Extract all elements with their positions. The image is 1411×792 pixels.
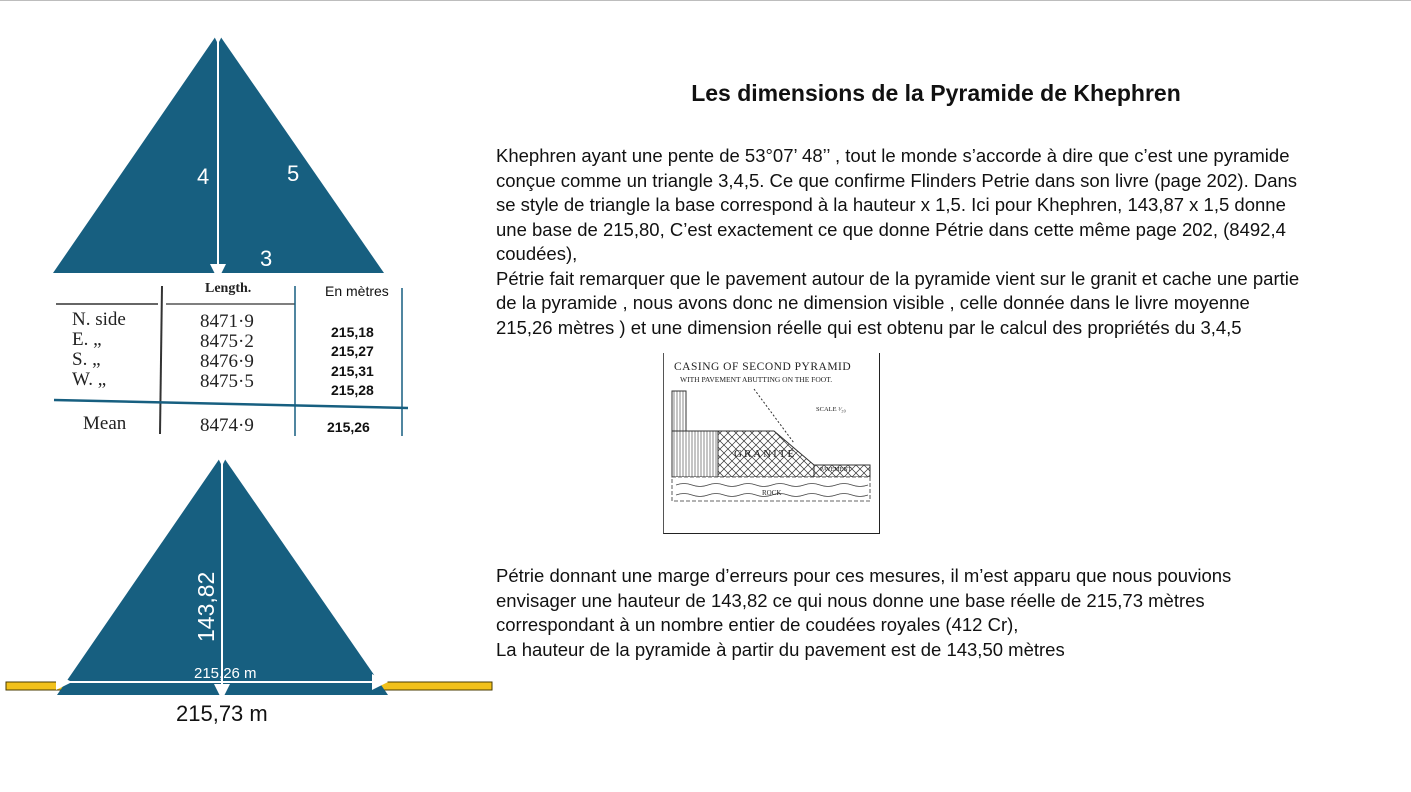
pavement-right [380, 682, 492, 690]
paragraph-line: une base de 215,80, C’est exactement ce que donne Pétrie dans cette même page 202, (8492,4 [496, 218, 1286, 240]
casing-scale: SCALE ¹⁄₂₀ [816, 406, 846, 413]
paragraph-line: envisager une hauteur de 143,82 ce qui nous donne une base réelle de 215,73 mètres [496, 589, 1205, 611]
row-metres-w: 215,28 [331, 382, 374, 398]
mean-label: Mean [83, 413, 127, 434]
paragraph-line: Khephren ayant une pente de 53°07’ 48’’ , tout le monde s’accorde à dire que c’est une pyramide [496, 145, 1290, 166]
row-side-w: W. „ [72, 369, 107, 390]
row-side-s: S. „ [72, 349, 101, 370]
paragraph-line: de la pyramide , nous avons donc ne dimension visible , celle donnée dans le livre moyenne [496, 292, 1250, 313]
length-header: Length. [205, 281, 252, 296]
row-side-e: E. „ [72, 329, 102, 350]
metres-header: En mètres [325, 283, 389, 299]
row-length-w: 8475·5 [200, 371, 254, 392]
row-metres-s: 215,31 [331, 363, 374, 379]
row-length-e: 8475·2 [200, 331, 254, 352]
casing-pavement: PAVEMENT [820, 467, 852, 473]
paragraph-line: conçue comme un triangle 3,4,5. Ce que confirme Flinders Petrie dans son livre (page 202). Dans [496, 169, 1298, 191]
row-length-n: 8471·9 [200, 311, 254, 332]
row-metres-e: 215,27 [331, 343, 374, 359]
paragraph-line: correspondant à un nombre entier de coudées royales (412 Cr), [496, 614, 1019, 635]
casing-figure [663, 353, 880, 534]
casing-drawing [664, 353, 879, 533]
paragraph-line: Pétrie donnant une marge d’erreurs pour ces mesures, il m’est apparu que nous pouvions [496, 565, 1232, 586]
paragraph-conclusion [496, 564, 1376, 662]
height-label-4: 4 [197, 164, 210, 189]
row-side-n: N. side [72, 309, 126, 330]
casing-rock: ROCK [762, 489, 782, 497]
casing-subcaption: WITH PAVEMENT ABUTTING ON THE FOOT. [680, 375, 833, 384]
row-length-s: 8476·9 [200, 351, 254, 372]
petrie-length-table [50, 278, 410, 438]
mean-length: 8474·9 [200, 415, 254, 436]
paragraph-line: Pétrie fait remarquer que le pavement autour de la pyramide vient sur le granit et cache une partie [496, 267, 1300, 289]
real-base-label: 215,73 m [176, 701, 268, 726]
paragraph-line: La hauteur de la pyramide à partir du pavement est de 143,50 mètres [496, 638, 1065, 660]
height-label-14382: 143,82 [193, 571, 219, 642]
page-title: Les dimensions de la Pyramide de Khephren [691, 80, 1181, 106]
casing-granite: GRANITE [734, 448, 797, 460]
visible-base-label: 215,26 m [194, 665, 257, 682]
side-label-5: 5 [287, 161, 300, 186]
pavement-left [6, 682, 70, 690]
paragraph-line: se style de triangle la base correspond à la hauteur x 1,5. Ici pour Khephren, 143,87 x 1,5 donne [496, 194, 1286, 215]
paragraph-line: 215,26 mètres ) et une dimension réelle qui est obtenu par le calcul des propriétés du 3,4,5 [496, 316, 1242, 338]
mean-metres: 215,26 [327, 419, 370, 435]
row-metres-n: 215,18 [331, 324, 374, 340]
base-label-3: 3 [260, 246, 273, 271]
paragraph-intro [496, 144, 1376, 340]
paragraph-line: coudées), [496, 243, 578, 264]
casing-caption: CASING OF SECOND PYRAMID [674, 361, 852, 373]
